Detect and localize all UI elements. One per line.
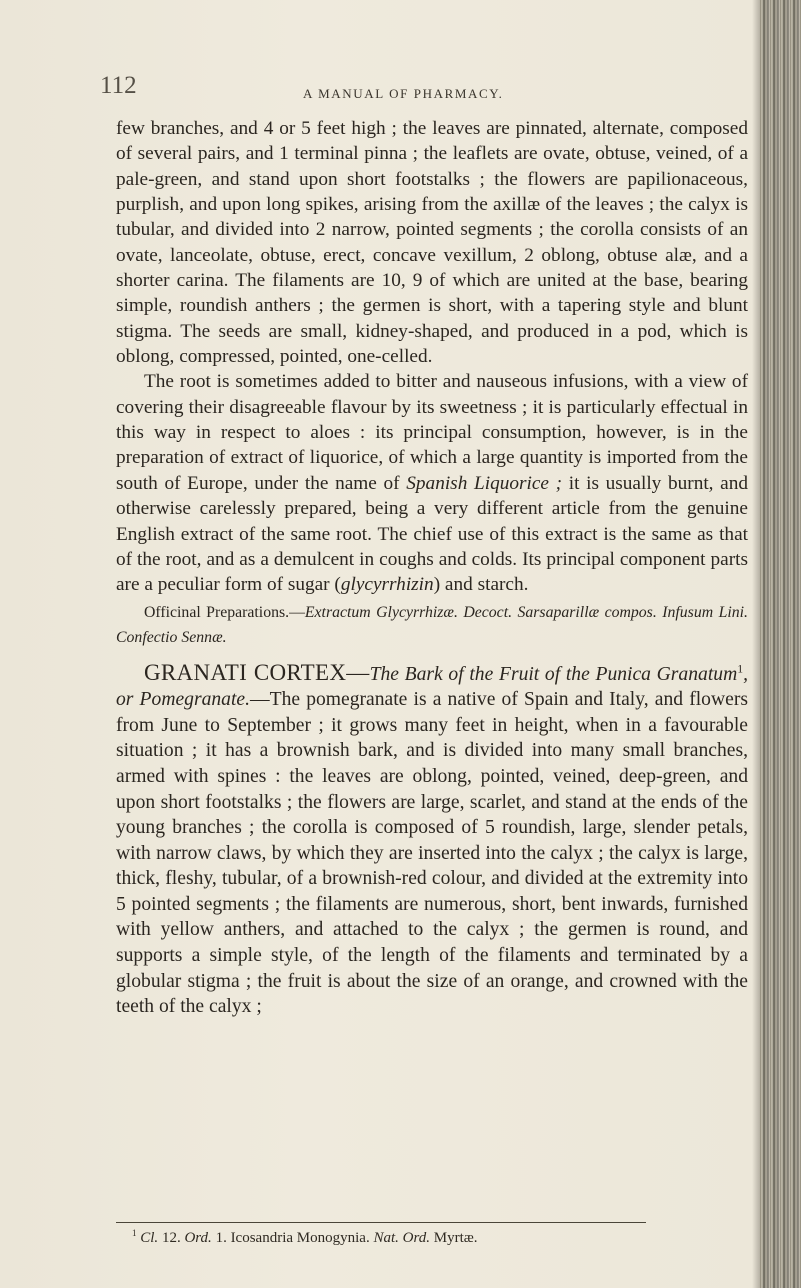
book-binding-edge bbox=[760, 0, 801, 1288]
entry-title: GRANATI CORTEX— bbox=[144, 659, 370, 685]
page-header bbox=[0, 72, 760, 108]
officinal-preparations bbox=[116, 600, 748, 650]
footnote-class-label: Cl. bbox=[140, 1230, 159, 1246]
officinal-items: Extractum Glycyrrhizæ. Decoct. Sarsaparillæ compos. Infusum Lini. Confectio Sennæ. bbox=[116, 603, 748, 646]
footnote-classification: Icosandria Monogynia. bbox=[230, 1230, 370, 1246]
footnote-class-number: 12. bbox=[161, 1230, 181, 1246]
page-number: 112 bbox=[100, 72, 137, 99]
entry-common-name: , or Pomegranate. bbox=[116, 663, 748, 711]
spanish-liquorice-term: Spanish Liquorice ; bbox=[406, 472, 563, 494]
footnote-family: Myrtæ. bbox=[433, 1230, 478, 1246]
footnote-order-number: 1. bbox=[215, 1230, 227, 1246]
footnote-order-label: Ord. bbox=[184, 1230, 212, 1246]
root-uses-text-2: it is usually burnt, and otherwise carelessly prepared, being a very different article from the genuine English extract of the same root. The chief use of this extract is the same as that of the root, and as a demulcent in coughs and colds. Its principal component parts are a peculiar form of sugar ( bbox=[116, 472, 749, 596]
entry-body: —The pomegranate is a native of Spain and Italy, and flowers from June to September ; it grows many feet in height, when in a favourable situation ; it has a brownish bark, and is divided into many small branches, armed with spines : the leaves are oblong, pointed, veined, deep-green, and upon short footstalks ; the flowers are large, scarlet, and stand at the ends of the young branches ; the corolla is composed of 5 roundish, large, slender petals, with narrow claws, by which they are inserted into the calyx ; the calyx is large, thick, fleshy, tubular, of a brownish-red colour, and divided at the extremity into 5 pointed segments ; the filaments are numerous, short, bent inwards, furnished with yellow anthers, and attached to the calyx ; the germen is round, and supports a simple style, of the length of the filaments and terminated by a globular stigma ; the fruit is about the size of an orange, and crowned with the teeth of the calyx ; bbox=[116, 689, 748, 1018]
paragraph-root-uses bbox=[116, 369, 748, 597]
root-uses-text-3: ) and starch. bbox=[433, 574, 529, 596]
footnote-divider bbox=[116, 1222, 646, 1223]
footnote-reference: 1 bbox=[737, 662, 744, 675]
paragraph-glycyrrhiza-description: few branches, and 4 or 5 feet high ; the leaves are pinnated, alternate, composed of several pairs, and 1 terminal pinna ; the leaflets are ovate, obtuse, veined, of a pale-green, and stand upon short footstalks ; the flowers are papilionaceous, purplish, and upon long spikes, arising from the axillæ of the leaves ; the calyx is tubular, and divided into 2 narrow, pointed segments ; the corolla consists of an ovate, lanceolate, obtuse, erect, concave vexillum, 2 oblong, obtuse alæ, and a shorter carina. The filaments are 10, 9 of which are united at the base, bearing simple, roundish anthers ; the germen is short, with a tapering style and blunt stigma. The seeds are small, kidney-shaped, and produced in a pod, which is oblong, compressed, pointed, one-celled. bbox=[116, 118, 748, 368]
entry-title-italic: The Bark of the Fruit of the Punica Granatum bbox=[369, 663, 738, 685]
footnote-natural-order-label: Nat. Ord. bbox=[373, 1230, 430, 1246]
footnote bbox=[132, 1228, 478, 1248]
root-uses-text-1: The root is sometimes added to bitter and nauseous infusions, with a view of covering their disagreeable flavour by its sweetness ; it is particularly effectual in this way in respect to aloes : its principal consumption, however, is in the preparation of extract of liquorice, of which a large quantity is imported from the south of Europe, under the name of bbox=[116, 371, 748, 494]
footnote-mark: 1 bbox=[132, 1228, 137, 1238]
running-head: A MANUAL OF PHARMACY. bbox=[303, 86, 504, 101]
entry-granati-cortex bbox=[116, 660, 748, 1020]
glycyrrhizin-term: glycyrrhizin bbox=[340, 574, 434, 596]
body-text bbox=[116, 116, 748, 1020]
officinal-label: Officinal Preparations.— bbox=[144, 603, 305, 621]
